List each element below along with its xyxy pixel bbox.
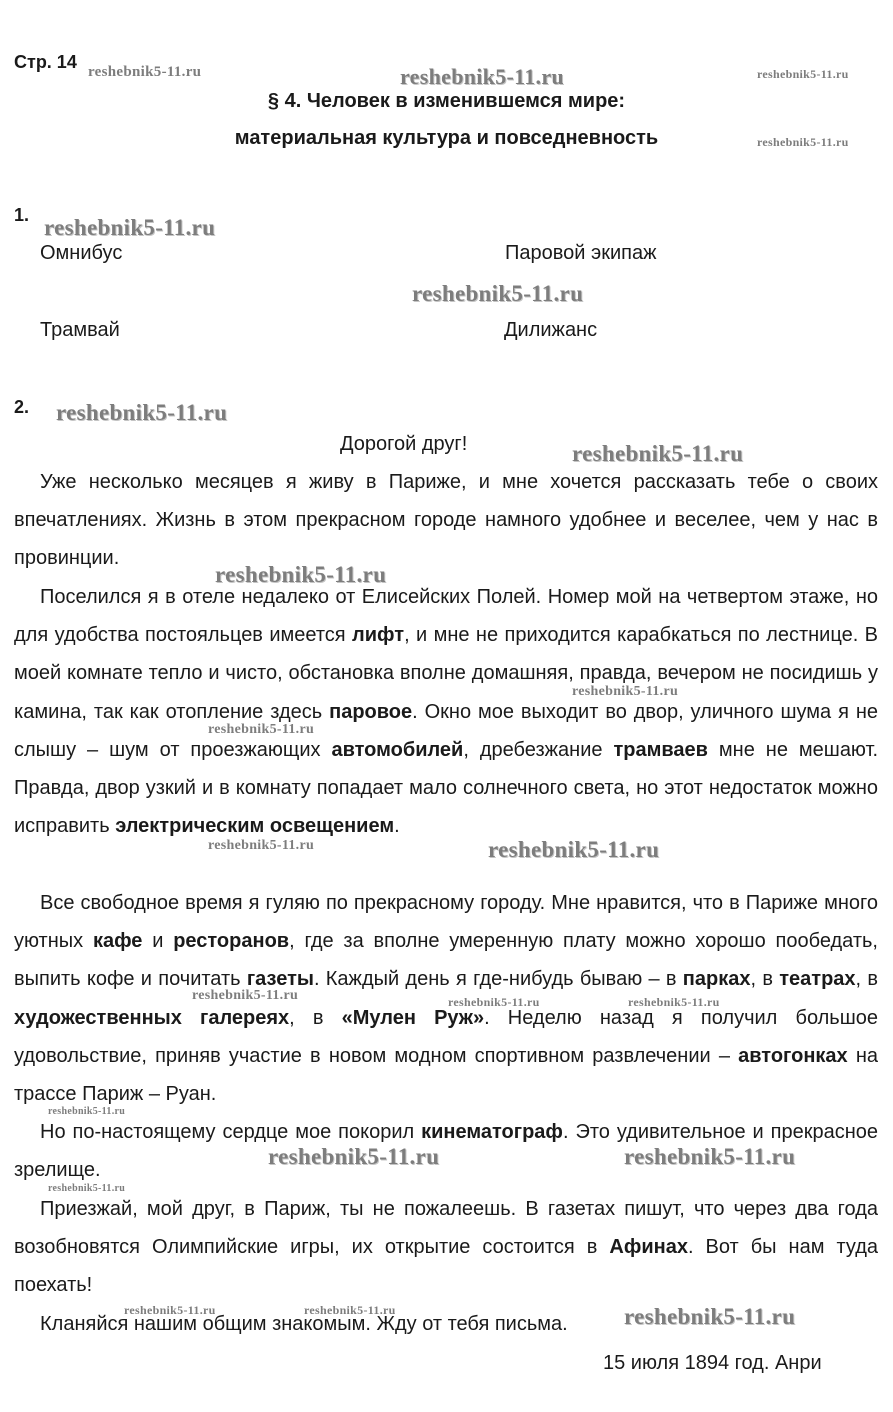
bold-term: кинематограф [421, 1121, 563, 1143]
task-1-item: Паровой экипаж [505, 242, 657, 264]
task-1-item: Трамвай [40, 319, 120, 341]
text-run: . [394, 815, 400, 838]
letter-paragraph [14, 578, 878, 845]
watermark: reshebnik5-11.ru [757, 135, 849, 149]
bold-term: Афинах [609, 1236, 688, 1259]
text-run: мне не мешают. Правда, двор узкий и в комнату попадает мало солнечного света, но этот недостаток можно исправить [14, 738, 878, 838]
watermark: reshebnik5-11.ru [48, 1183, 126, 1194]
text-run: . Это удивительное и прекрасное зрелище. [14, 1121, 878, 1182]
bold-term: кафе [92, 930, 143, 953]
text-run: . Каждый день я где-нибудь бываю – в [313, 968, 683, 991]
task-1-number: 1. [14, 205, 30, 225]
watermark: reshebnik5-11.ru [448, 995, 540, 1009]
bold-term: лифт [352, 624, 405, 647]
text-run: , в [855, 968, 879, 991]
watermark: reshebnik5-11.ru [192, 988, 299, 1003]
text-run: , и мне не приходится карабкаться по лестнице. В моей комнате тепло и чисто, обстановка вполне домашняя, правда, вечером не посидишь у камина, так как отопление здесь [14, 624, 878, 723]
bold-term: ресторанов [173, 930, 290, 953]
watermark: reshebnik5-11.ru [572, 684, 679, 699]
text-run: и [142, 930, 174, 953]
text-run: . Окно мое выходит во двор, уличного шума я не слышу – шум от проезжающих [14, 700, 878, 761]
task-1-item: Омнибус [40, 242, 123, 264]
letter-paragraph [14, 884, 878, 1113]
bold-term: паровое [329, 700, 413, 723]
letter-signoff: 15 июля 1894 год. Анри [603, 1352, 822, 1374]
text-run: , где за вполне умеренную плату можно хорошо пообедать, выпить кофе и почитать [14, 930, 878, 991]
watermark: reshebnik5-11.ru [412, 281, 584, 306]
text-run: Уже несколько месяцев я живу в Париже, и мне хочется рассказать тебе о своих впечатлениях. Жизнь в этом прекрасном городе намного удобнее и веселее, чем у нас в провинции. [14, 471, 878, 570]
watermark: reshebnik5-11.ru [88, 64, 202, 80]
bold-term: автомобилей [331, 738, 464, 761]
text-run: на трассе Париж – Руан. [14, 1044, 878, 1106]
bold-term: автогонках [738, 1044, 848, 1067]
text-run: Кланяйся нашим общим знакомым. Жду от тебя письма. [40, 1313, 568, 1335]
watermark: reshebnik5-11.ru [400, 64, 564, 89]
letter-greeting: Дорогой друг! [340, 433, 468, 455]
watermark: reshebnik5-11.ru [268, 1144, 440, 1169]
text-run: Все свободное время я гуляю по прекрасному городу. Мне нравится, что в Париже много уютных [14, 892, 878, 953]
letter-paragraph [14, 463, 878, 578]
text-run: . Неделю назад я получил большое удовольствие, приняв участие в новом модном спортивном развлечении – [14, 1006, 879, 1067]
watermark: reshebnik5-11.ru [624, 1144, 796, 1169]
task-1-item: Дилижанс [504, 319, 598, 341]
text-run: , в [750, 968, 780, 991]
bold-term: трамваев [613, 738, 708, 761]
watermark: reshebnik5-11.ru [48, 1106, 126, 1117]
watermark: reshebnik5-11.ru [44, 215, 216, 240]
letter-paragraph [14, 1190, 878, 1305]
watermark: reshebnik5-11.ru [628, 995, 720, 1009]
text-run: , дребезжание [463, 738, 614, 761]
text-run: , в [289, 1006, 342, 1029]
bold-term: «Мулен Руж» [341, 1006, 485, 1029]
watermark: reshebnik5-11.ru [488, 837, 660, 862]
bold-term: газеты [246, 968, 314, 991]
watermark: reshebnik5-11.ru [215, 562, 387, 587]
watermark: reshebnik5-11.ru [304, 1303, 396, 1317]
watermark: reshebnik5-11.ru [56, 400, 228, 425]
bold-term: художественных галереях [14, 1006, 290, 1029]
page-reference: Стр. 14 [14, 52, 77, 72]
text-run: . Вот бы нам туда поехать! [14, 1236, 878, 1297]
watermark: reshebnik5-11.ru [124, 1303, 216, 1317]
bold-term: парках [682, 968, 751, 991]
watermark: reshebnik5-11.ru [208, 838, 315, 853]
text-run: Но по-настоящему сердце мое покорил [40, 1121, 422, 1143]
task-2-number: 2. [14, 397, 30, 417]
section-title: § 4. Человек в изменившемся мире: [267, 90, 626, 112]
watermark: reshebnik5-11.ru [208, 722, 315, 737]
section-subtitle: материальная культура и повседневность [234, 127, 659, 149]
bold-term: театрах [779, 968, 856, 991]
watermark: reshebnik5-11.ru [757, 67, 849, 81]
text-run: Приезжай, мой друг, в Париж, ты не пожалеешь. В газетах пишут, что через два года возобновятся Олимпийские игры, их открытие состоится в [14, 1198, 878, 1259]
watermark: reshebnik5-11.ru [624, 1304, 796, 1329]
text-run: Поселился я в отеле недалеко от Елисейских Полей. Номер мой на четвертом этаже, но для удобства постояльцев имеется [14, 586, 878, 647]
watermark: reshebnik5-11.ru [572, 441, 744, 466]
bold-term: электрическим освещением [115, 815, 395, 838]
